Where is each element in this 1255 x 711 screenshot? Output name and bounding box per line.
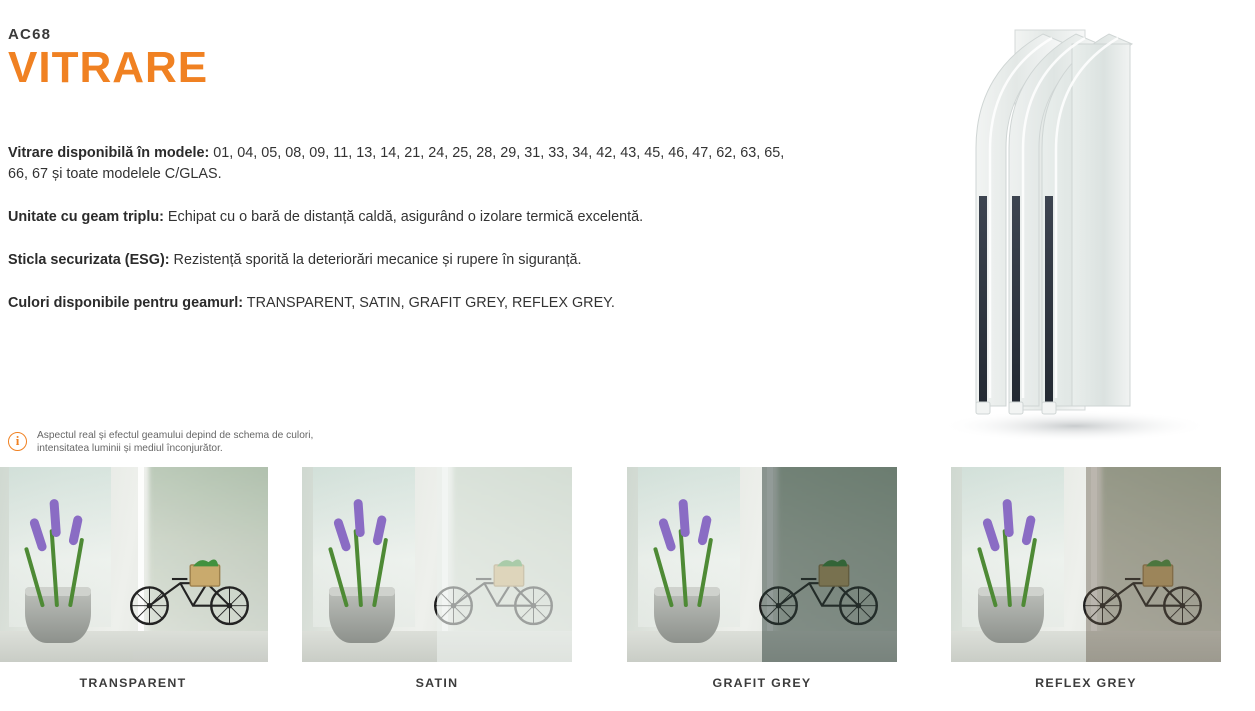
swatch-caption: SATIN [415,676,459,690]
paragraph-models-lead: Vitrare disponibilă în modele: [8,145,210,161]
color-swatch-gallery [0,467,1255,690]
paragraph-colors [8,293,808,314]
paragraph-models-text: 01, 04, 05, 08, 09, 11, 13, 14, 21, 24, 25, 28, 29, 31, 33, 34, 42, 43, 45, 46, 47, 62, 63, 65, 66, 67 și toate modelele C/GLAS. [8,145,785,182]
glass-overlay [437,467,572,662]
disclaimer-note-text [37,430,313,455]
paragraph-triple-glazing-text: Echipat cu o bară de distanță caldă, asigurând o izolare termică excelentă. [163,209,644,225]
swatch-photo [951,467,1221,662]
swatch-caption: REFLEX GREY [1035,676,1137,690]
disclaimer-note [8,430,488,455]
swatch-photo [0,467,268,662]
paragraph-triple-glazing [8,207,808,228]
swatch-photo [302,467,572,662]
disclaimer-line-2: intensitatea luminii și mediul înconjurător. [37,442,223,454]
paragraph-triple-glazing-lead: Unitate cu geam triplu: [8,209,164,225]
swatch-grafit-grey[interactable] [627,467,897,690]
page-header [8,26,868,91]
swatch-reflex-grey[interactable] [951,467,1221,690]
glass-overlay [133,467,268,662]
paragraph-safety-glass [8,250,808,271]
page-title: VITRARE [8,43,209,92]
swatch-caption: TRANSPARENT [79,676,187,690]
info-icon: i [8,432,27,451]
paragraph-colors-lead: Culori disponibile pentru geamurl: [8,295,244,311]
paragraph-models [8,143,808,185]
swatch-caption: GRAFIT GREY [712,676,812,690]
swatch-transparent[interactable] [0,467,268,690]
product-code: AC68 [8,26,52,43]
paragraph-safety-glass-text: Rezistență sporită la deteriorări mecanice și rupere în siguranță. [169,252,582,268]
swatch-photo [627,467,897,662]
triple-glazing-illustration [880,18,1240,448]
paragraph-colors-text: TRANSPARENT, SATIN, GRAFIT GREY, REFLEX GREY. [243,295,615,311]
swatch-satin[interactable] [302,467,572,690]
glass-overlay [762,467,897,662]
disclaimer-line-1: Aspectul real și efectul geamului depind de schema de culori, [37,430,314,441]
paragraph-safety-glass-lead: Sticla securizata (ESG): [8,252,170,268]
body-copy [8,143,808,314]
glass-overlay [1086,467,1221,662]
